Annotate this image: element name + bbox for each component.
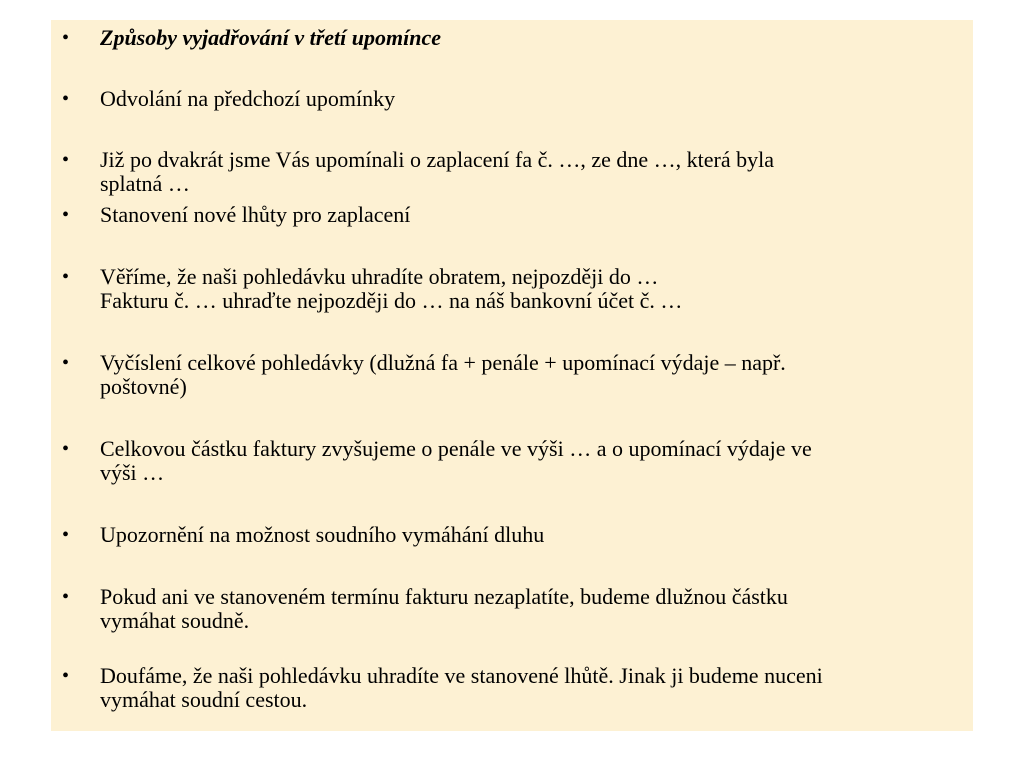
bullet-text xyxy=(100,351,950,399)
text-line: Celkovou částku faktury zvyšujeme o penále ve výši … a o upomínací výdaje ve xyxy=(100,436,812,461)
bullet-icon: • xyxy=(62,524,70,546)
text-line: Pokud ani ve stanoveném termínu fakturu nezaplatíte, budeme dlužnou částku xyxy=(100,584,788,609)
text-line: Upozornění na možnost soudního vymáhání dluhu xyxy=(100,522,545,547)
bullet-icon: • xyxy=(62,204,70,226)
bullet-text xyxy=(100,265,950,313)
text-line: Již po dvakrát jsme Vás upomínali o zaplacení fa č. …, ze dne …, která byla xyxy=(100,147,775,172)
bullet-text xyxy=(100,664,950,712)
bullet-icon: • xyxy=(62,266,70,288)
bullet-text xyxy=(100,203,950,227)
bullet-text xyxy=(100,523,950,547)
bullet-icon: • xyxy=(62,586,70,608)
text-line: výši … xyxy=(100,460,165,485)
text-line: Věříme, že naši pohledávku uhradíte obratem, nejpozději do … xyxy=(100,264,659,289)
content-panel xyxy=(51,20,973,731)
bullet-text xyxy=(100,26,950,50)
bullet-icon: • xyxy=(62,665,70,687)
bullet-text xyxy=(100,585,950,633)
text-line: poštovné) xyxy=(100,374,187,399)
bullet-text xyxy=(100,148,950,196)
text-line: Způsoby vyjadřování v třetí upomínce xyxy=(100,25,441,50)
text-line: Vyčíslení celkové pohledávky (dlužná fa + penále + upomínací výdaje – např. xyxy=(100,350,786,375)
bullet-text xyxy=(100,437,950,485)
bullet-icon: • xyxy=(62,352,70,374)
bullet-text xyxy=(100,87,950,111)
text-line: vymáhat soudně. xyxy=(100,608,250,633)
text-line: Fakturu č. … uhraďte nejpozději do … na náš bankovní účet č. … xyxy=(100,288,683,313)
bullet-icon: • xyxy=(62,88,70,110)
bullet-icon: • xyxy=(62,438,70,460)
text-line: Doufáme, že naši pohledávku uhradíte ve stanovené lhůtě. Jinak ji budeme nuceni xyxy=(100,663,823,688)
bullet-icon: • xyxy=(62,149,70,171)
text-line: Odvolání na předchozí upomínky xyxy=(100,86,396,111)
text-line: vymáhat soudní cestou. xyxy=(100,687,308,712)
text-line: Stanovení nové lhůty pro zaplacení xyxy=(100,202,411,227)
text-line: splatná … xyxy=(100,171,190,196)
bullet-icon: • xyxy=(62,27,70,49)
